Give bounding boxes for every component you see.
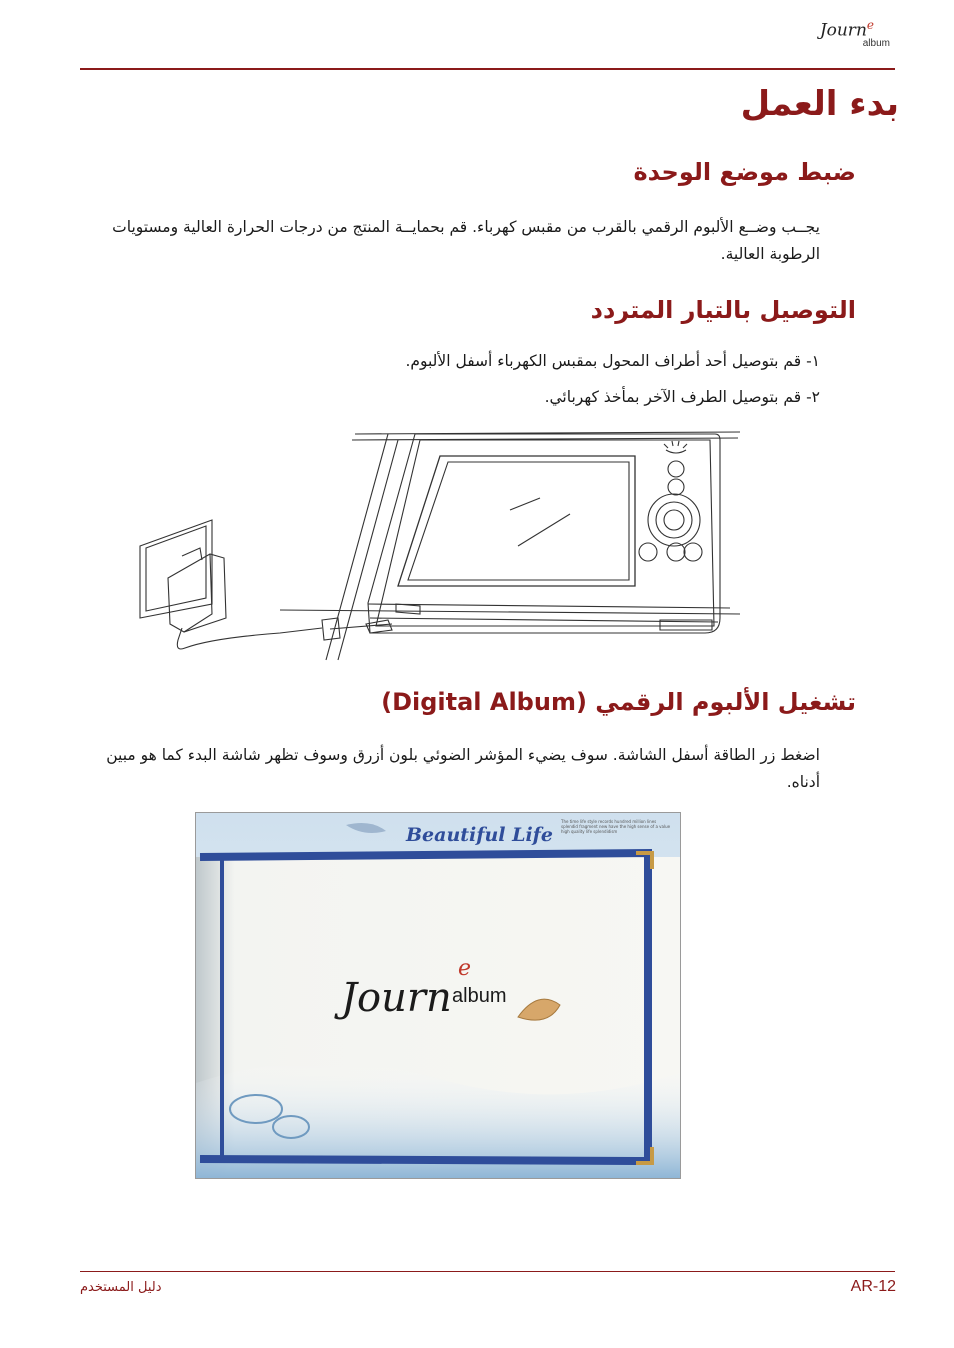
- banner-small-text-wrap: [561, 819, 671, 855]
- page-number: AR-12: [850, 1278, 896, 1295]
- logo-subtitle: album: [862, 38, 890, 49]
- page-title: بدء العمل: [740, 84, 899, 124]
- banner-small-text: The time life style records hundred million lines splendid fragment new have the high sense of a value high quality life splendidism: [561, 819, 671, 834]
- splash-artwork: [196, 813, 680, 1178]
- operate-paragraph: اضغط زر الطاقة أسفل الشاشة. سوف يضيء المؤشر الضوئي بلون أزرق وسوف تظهر شاشة البدء كما هو مبين أدناه.: [106, 746, 820, 791]
- section-heading-power: التوصيل بالتيار المتردد: [590, 296, 856, 324]
- journe-album-logo: [802, 18, 892, 54]
- power-step-2: ٢- قم بتوصيل الطرف الآخر بمأخذ كهربائي.: [544, 388, 820, 406]
- splash-logo-letter: e: [458, 956, 472, 981]
- placement-paragraph: يجــب وضــع الألبوم الرقمي بالقرب من مقبس كهرباء. قم بحمايــة المنتج من درجات الحرارة العالية ومستويات الرطوبة العالية.: [112, 218, 820, 263]
- splash-logo-script: Journ: [341, 975, 452, 1021]
- banner-title: Beautiful Life: [406, 824, 553, 846]
- section-heading-operate: تشغيل الألبوم الرقمي (Digital Album): [381, 688, 856, 716]
- header-divider: [80, 68, 895, 70]
- splash-screen-image: [195, 812, 681, 1179]
- power-step-1: ١- قم بتوصيل أحد أطراف المحول بمقبس الكهرباء أسفل الألبوم.: [405, 352, 820, 370]
- device-connection-illustration: [130, 428, 740, 663]
- logo-script: Journ$^e$: [819, 18, 874, 41]
- splash-logo-sub: album: [452, 985, 507, 1007]
- footer-divider: [80, 1271, 895, 1272]
- section-heading-placement: ضبط موضع الوحدة: [633, 158, 856, 186]
- footer-guide-label: دليل المستخدم: [80, 1280, 162, 1295]
